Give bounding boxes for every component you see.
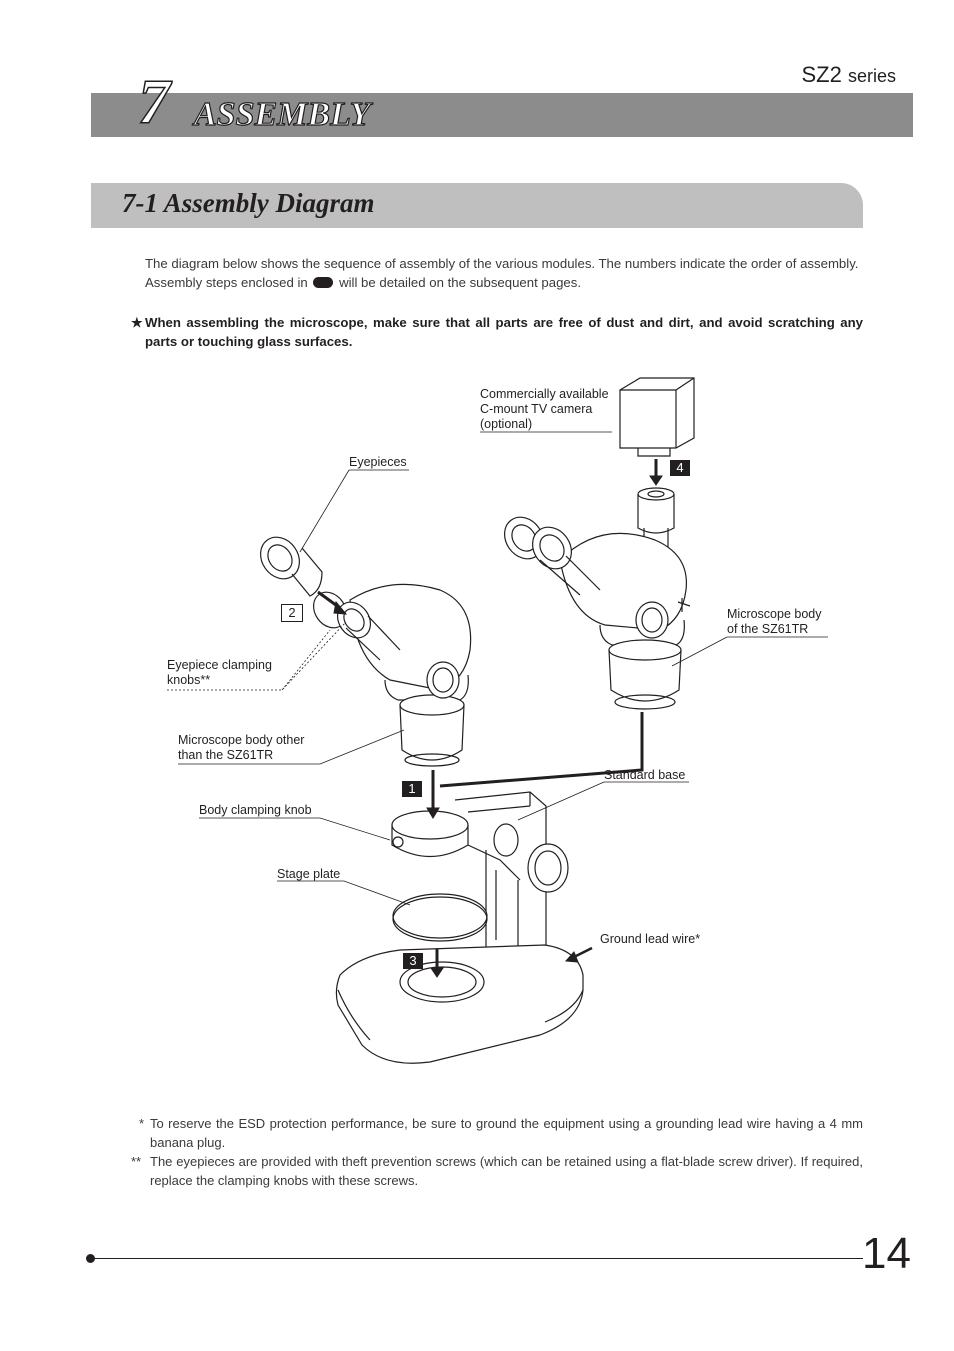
step-3-badge: 3	[403, 953, 423, 969]
page-number: 14	[862, 1229, 911, 1278]
chapter-number: 7	[138, 66, 170, 137]
chapter-title: ASSEMBLY	[194, 96, 371, 133]
label-stage-plate: Stage plate	[277, 867, 341, 881]
label-eyepieces: Eyepieces	[349, 455, 407, 469]
intro-line-1: The diagram below shows the sequence of assembly of the various modules. The numbers indicate the order of assembly.	[145, 256, 859, 271]
label-body-knob: Body clamping knob	[199, 803, 312, 817]
footnotes	[131, 1114, 863, 1190]
label-body-sz61tr: Microscope body of the SZ61TR	[727, 607, 822, 636]
page-rule	[91, 1258, 863, 1259]
warning-body: When assembling the microscope, make sure that all parts are free of dust and dirt, and avoid scratching any parts or touching glass surfaces.	[145, 315, 863, 349]
series-name: SZ2	[801, 62, 842, 87]
label-ground-wire: Ground lead wire*	[600, 932, 701, 946]
series-suffix: series	[847, 66, 896, 86]
label-standard-base: Standard base	[604, 768, 686, 782]
intro-line-2a: Assembly steps enclosed in	[145, 275, 308, 290]
other-body	[253, 530, 471, 766]
label-camera: Commercially available C-mount TV camera (optional)	[480, 387, 609, 431]
footnote-2: ** The eyepieces are provided with theft prevention screws (which can be retained using a flat-blade screw driver). If required, replace the clamping knobs with these screws.	[131, 1154, 863, 1188]
intro-line-2b: will be detailed on the subsequent pages.	[339, 275, 582, 290]
step-1-badge: 1	[402, 781, 422, 797]
star-icon: ★	[131, 315, 143, 330]
label-body-other: Microscope body other than the SZ61TR	[178, 733, 305, 762]
sz61tr-body	[497, 510, 690, 709]
camera-illustration	[620, 378, 694, 456]
step-4-badge: 4	[670, 460, 690, 476]
footnote-1: * To reserve the ESD protection performance, be sure to ground the equipment using a grounding lead wire having a 4 mm banana plug.	[139, 1116, 863, 1150]
stage-plate	[393, 894, 487, 938]
label-eyepiece-knobs: Eyepiece clamping knobs**	[167, 658, 272, 687]
step-2-badge: 2	[281, 604, 303, 622]
section-title: 7-1 Assembly Diagram	[122, 188, 375, 218]
